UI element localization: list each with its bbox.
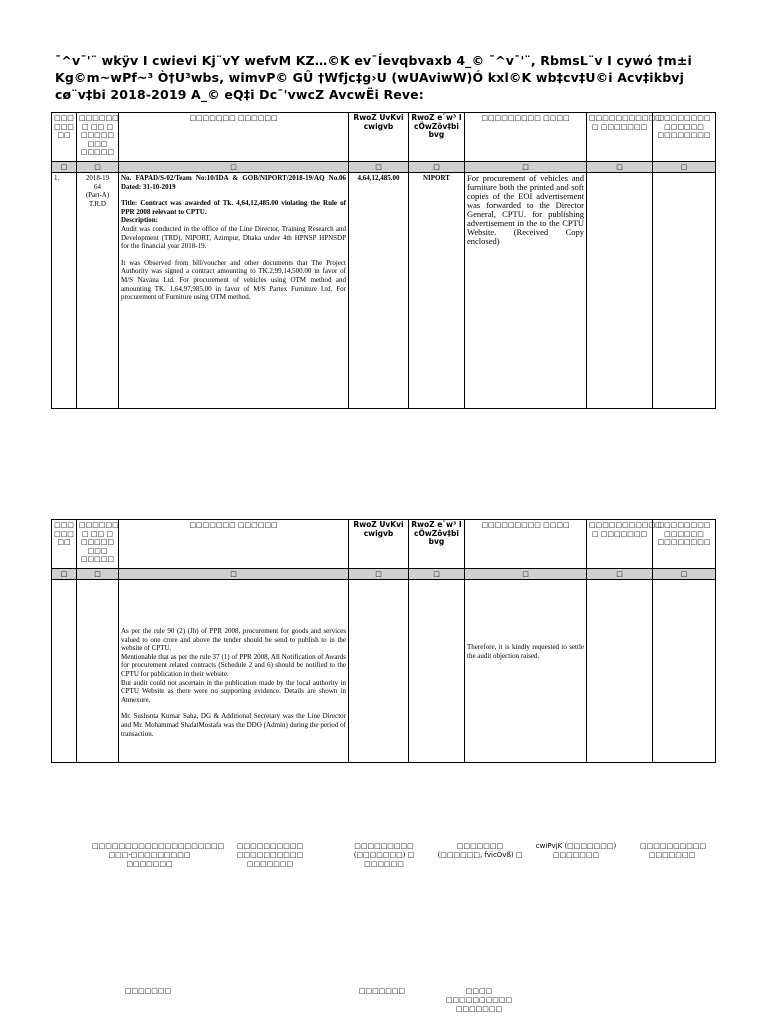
observation-text: It was Observed from bill/voucher and other documents that The Project Authority was signed a contract amounting to TK.2,99,14,500.00 in favor of M/S Navana Ltd. For procurement of vehicles using OTM method and amounting TK. 1,64,97,985.00 in favor of M/S Partex Furniture Ltd. For procurement of Furniture using OTM method. (121, 258, 346, 302)
column-number: □ (77, 569, 119, 580)
header-reply: □□□□□□□□□ □□□□ (465, 520, 587, 569)
header-year: □□□□□□ □ □□ □ □□□□□ □□□ □□□□□ (77, 113, 119, 162)
description-cell (119, 580, 349, 763)
audit-objection-table-2 (51, 519, 716, 763)
header-description: □□□□□□□ □□□□□□ (119, 113, 349, 162)
signature-block-bottom-3: □□□□ □□□□□□□□□□ □□□□□□□ (445, 987, 513, 1013)
evidence-paragraph: But audit could not ascertain in the publication made by the local authority in CPTU Website as there were no supporting evidence. Details are shown in Annexure. (121, 678, 346, 704)
description-label: Description: (121, 216, 158, 225)
header-unit: RwoZ e¨w³ I cÖwZôv‡bi bvg (409, 113, 465, 162)
column-number: □ (349, 162, 409, 173)
year-line: T.R.D (89, 199, 106, 208)
year-line: 64 (94, 182, 101, 191)
header-year: □□□□□□ □ □□ □ □□□□□ □□□ □□□□□ (77, 520, 119, 569)
reply-cell: For procurement of vehicles and furniture both the printed and soft copies of the EOI advertisement was forwarded to the Director General, CPTU. for publishing advertisement in the to the CPTU Website. (Received Copy enclosed) (465, 173, 587, 409)
remarks-cell (653, 173, 716, 409)
header-remarks: □□□□□□□□ □□□□□□ □□□□□□□□ (653, 520, 716, 569)
rule-90-paragraph: As per the rule 90 (2) (Jh) of PPR 2008, procurement for goods and services valued to one crore and above the tender should be send to publish to in the website of CPTU. (121, 627, 346, 653)
column-number: □ (653, 569, 716, 580)
recommendation-text: Therefore, it is kindly requested to settle the audit objection raised. (467, 643, 584, 660)
header-serial: □□□ □□□ □□ (52, 520, 77, 569)
column-number: □ (587, 569, 653, 580)
column-number-row (52, 569, 716, 580)
amount-cell: 4,64,12,485.00 (349, 173, 409, 409)
signature-block-4: □□□□□□□ (□□□□□□, fvicÖvß) □ (437, 842, 523, 859)
year-line: 2018-19 (85, 174, 110, 182)
header-remarks: □□□□□□□□ □□□□□□ □□□□□□□□ (653, 113, 716, 162)
column-number: □ (587, 162, 653, 173)
column-number: □ (52, 162, 77, 173)
column-number-row (52, 162, 716, 173)
signature-block-1: □□□□□□□□□□□□□□□□□□□□ □□□-□□□□□□□□□ □□□□□□□ (92, 842, 225, 868)
column-number: □ (119, 569, 349, 580)
signature-block-bottom-1: □□□□□□□ (124, 987, 172, 995)
column-number: □ (465, 569, 587, 580)
year-line: (Part-A) (85, 191, 110, 200)
column-number: □ (653, 162, 716, 173)
officials-paragraph: Mr. Sushsnta Kumar Saha, DG & Additional Secretary was the Line Director and Mr. Mohammad ShafatMostafa was the DDO (Admin) during the period of transaction. (121, 712, 346, 738)
column-number: □ (409, 162, 465, 173)
serial-cell: 1. (52, 173, 77, 409)
recommendation-cell-empty (587, 580, 653, 763)
unit-cell (409, 580, 465, 763)
header-row (52, 520, 716, 569)
header-description: □□□□□□□ □□□□□□ (119, 520, 349, 569)
column-number: □ (52, 569, 77, 580)
signature-block-6: □□□□□□□□□□ □□□□□□□ (640, 842, 707, 859)
header-serial: □□□ □□□ □□ (52, 113, 77, 162)
table-row (52, 580, 716, 763)
objection-title: Title: Contract was awarded of Tk. 4,64,12,485.00 violating the Rule of PPR 2008 relevant to CPTU. (121, 199, 346, 216)
unit-cell: NIPORT (409, 173, 465, 409)
year-cell (77, 580, 119, 763)
header-recommendation: □□□□□□□□□□□ □ □□□□□□□ (587, 520, 653, 569)
header-reply: □□□□□□□□□ □□□□ (465, 113, 587, 162)
header-recommendation: □□□□□□□□□□□ □ □□□□□□□ (587, 113, 653, 162)
column-number: □ (409, 569, 465, 580)
serial-cell (52, 580, 77, 763)
header-row (52, 113, 716, 162)
recommendation-cell (465, 580, 587, 763)
amount-cell (349, 580, 409, 763)
header-amount: RwoZ UvKvi cwigvb (349, 113, 409, 162)
column-number: □ (465, 162, 587, 173)
year-cell (77, 173, 119, 409)
description-text: Audit was conducted in the office of the Line Director, Training Research and Development (TRD), NIPORT, Azimpur, Dhaka under 4th HPNSP HPNSDP for the financial year 2018-19. (121, 224, 346, 251)
document-title: ¯^v¯'¨ wkÿv I cwievi Kj¨vY wefvM KZ…©K ev¯Íevqbvaxb 4_© ¯^v¯'¨, RbmsL¨v I cywó †m±i Kg©m~wPf~³ Ò†U³wbs, wimvP© GÛ †Wfjc‡g›U (wUAviwW)Ó kxl©K wb‡cv‡U©i Acv‡ikbvj cø¨v‡bi 2018-2019 A_© eQ‡i Dc¯'vwcZ AvcwËi Reve: (55, 53, 692, 102)
signature-block-2: □□□□□□□□□□ □□□□□□□□□□ □□□□□□□ (236, 842, 304, 868)
column-number: □ (349, 569, 409, 580)
header-unit: RwoZ e¨w³ I cÖwZôv‡bi bvg (409, 520, 465, 569)
table-row (52, 173, 716, 409)
column-number: □ (77, 162, 119, 173)
signature-block-5: cwiPvjK (□□□□□□□) □□□□□□□ (535, 842, 617, 859)
remarks-cell (653, 580, 716, 763)
description-cell (119, 173, 349, 409)
column-number: □ (119, 162, 349, 173)
header-amount: RwoZ UvKvi cwigvb (349, 520, 409, 569)
signature-block-3: □□□□□□□□□ (□□□□□□□) □ □□□□□□ (353, 842, 415, 868)
signature-block-bottom-2: □□□□□□□ (358, 987, 406, 995)
objection-reference: No. FAPAD/S-02/Team No:10/IDA & GOB/NIPORT/2018-19/AQ No.06 Dated: 31-10-2019 (121, 174, 346, 191)
audit-objection-table-1 (51, 112, 716, 409)
recommendation-cell (587, 173, 653, 409)
rule-37-paragraph: Mentionable that as per the rule 37 (1) of PPR 2008, All Notification of Awards for procurement related contracts (Schedule 2 and 6) should be notified to the CPTU for publication in their website. (121, 652, 346, 678)
